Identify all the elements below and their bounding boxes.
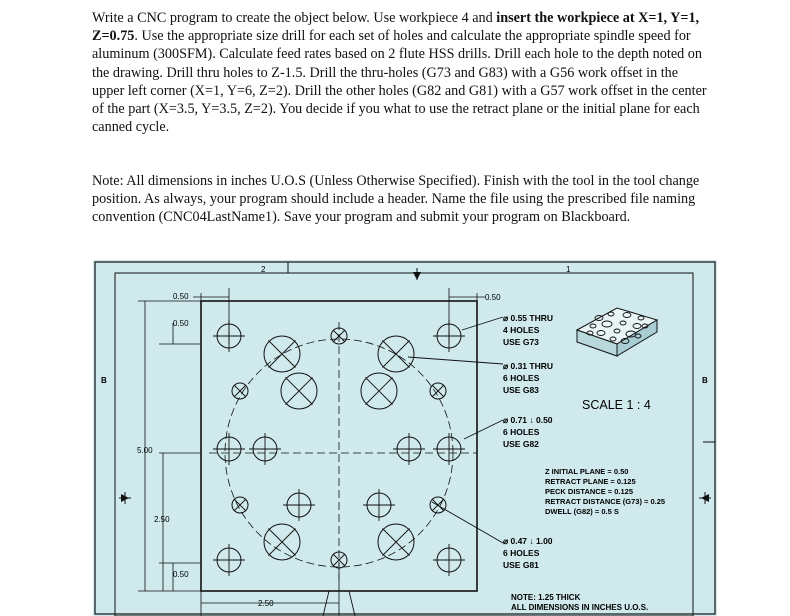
zone-label-left: B (101, 376, 107, 385)
zone-label-2: 2 (261, 265, 266, 274)
param-peck-distance: PECK DISTANCE = 0.125 (545, 487, 634, 496)
zone-label-right: B (702, 376, 708, 385)
param-retract-plane: RETRACT PLANE = 0.125 (545, 477, 636, 486)
callout-g81-count: 6 HOLES (503, 548, 540, 558)
callout-g81-size: ⌀ 0.47 ↓ 1.00 (503, 536, 553, 546)
dim-500: 5.00 (137, 446, 153, 455)
zone-label-1: 1 (566, 265, 571, 274)
param-dwell: DWELL (G82) = 0.5 S (545, 507, 619, 516)
instructions-bold-insert: insert the workpiece at X=1, Y=1, Z=0.75 (92, 10, 700, 45)
callout-g73-size: ⌀ 0.55 THRU (503, 313, 553, 323)
dim-050-left: 0.50 (173, 319, 189, 328)
callout-g73-cycle: USE G73 (503, 337, 539, 347)
dim-250-horizontal: 2.50 (258, 599, 274, 608)
note-thickness: NOTE: 1.25 THICK (511, 593, 581, 602)
instructions-paragraph (92, 9, 712, 136)
cnc-drawing (93, 260, 717, 616)
param-retract-distance: RETRACT DISTANCE (G73) = 0.25 (545, 497, 666, 506)
dim-050-bottom: 0.50 (173, 570, 189, 579)
dim-050-top-left: 0.50 (173, 292, 189, 301)
dim-250-vertical: 2.50 (154, 515, 170, 524)
scale-label: SCALE 1 : 4 (582, 398, 651, 412)
instructions-text-b: . Use the appropriate size drill for each set of holes and calculate the appropriate spindle speed for aluminum (300SFM). Calculate feed rates based on 2 flute HSS drills. Drill each hole to the depth noted on the drawing. Drill thru holes to Z-1.5. Drill the thru-holes (G73 and G83) with a G56 work offset in the upper left corner (X=1, Y=6, Z=2). Drill the other holes (G82 and G81) with a G57 work offset in the center of the part (X=3.5, Y=3.5, Z=2). You decide if you what to use the retract plane or the initial plane for each canned cycle. (92, 28, 707, 136)
callout-g83-size: ⌀ 0.31 THRU (503, 361, 553, 371)
note-units: ALL DIMENSIONS IN INCHES U.O.S. (511, 603, 649, 612)
instructions-text-a: Write a CNC program to create the object below. Use workpiece 4 and (92, 10, 497, 26)
callout-g82-count: 6 HOLES (503, 427, 540, 437)
callout-g83-count: 6 HOLES (503, 373, 540, 383)
dim-050-top-right: 0.50 (485, 293, 501, 302)
param-initial-plane: Z INITIAL PLANE = 0.50 (545, 467, 629, 476)
drawing-svg (93, 260, 717, 616)
callout-g73-count: 4 HOLES (503, 325, 540, 335)
callout-g81-cycle: USE G81 (503, 560, 539, 570)
callout-g82-size: ⌀ 0.71 ↓ 0.50 (503, 415, 553, 425)
callout-g82-cycle: USE G82 (503, 439, 539, 449)
note-paragraph: Note: All dimensions in inches U.O.S (Unless Otherwise Specified). Finish with the tool in the tool change position. As always, your program should include a header. Name the file using the prescribed file naming convention (CNC04LastName1). Save your program and submit your program on Blackboard. (92, 173, 700, 226)
callout-g83-cycle: USE G83 (503, 385, 539, 395)
